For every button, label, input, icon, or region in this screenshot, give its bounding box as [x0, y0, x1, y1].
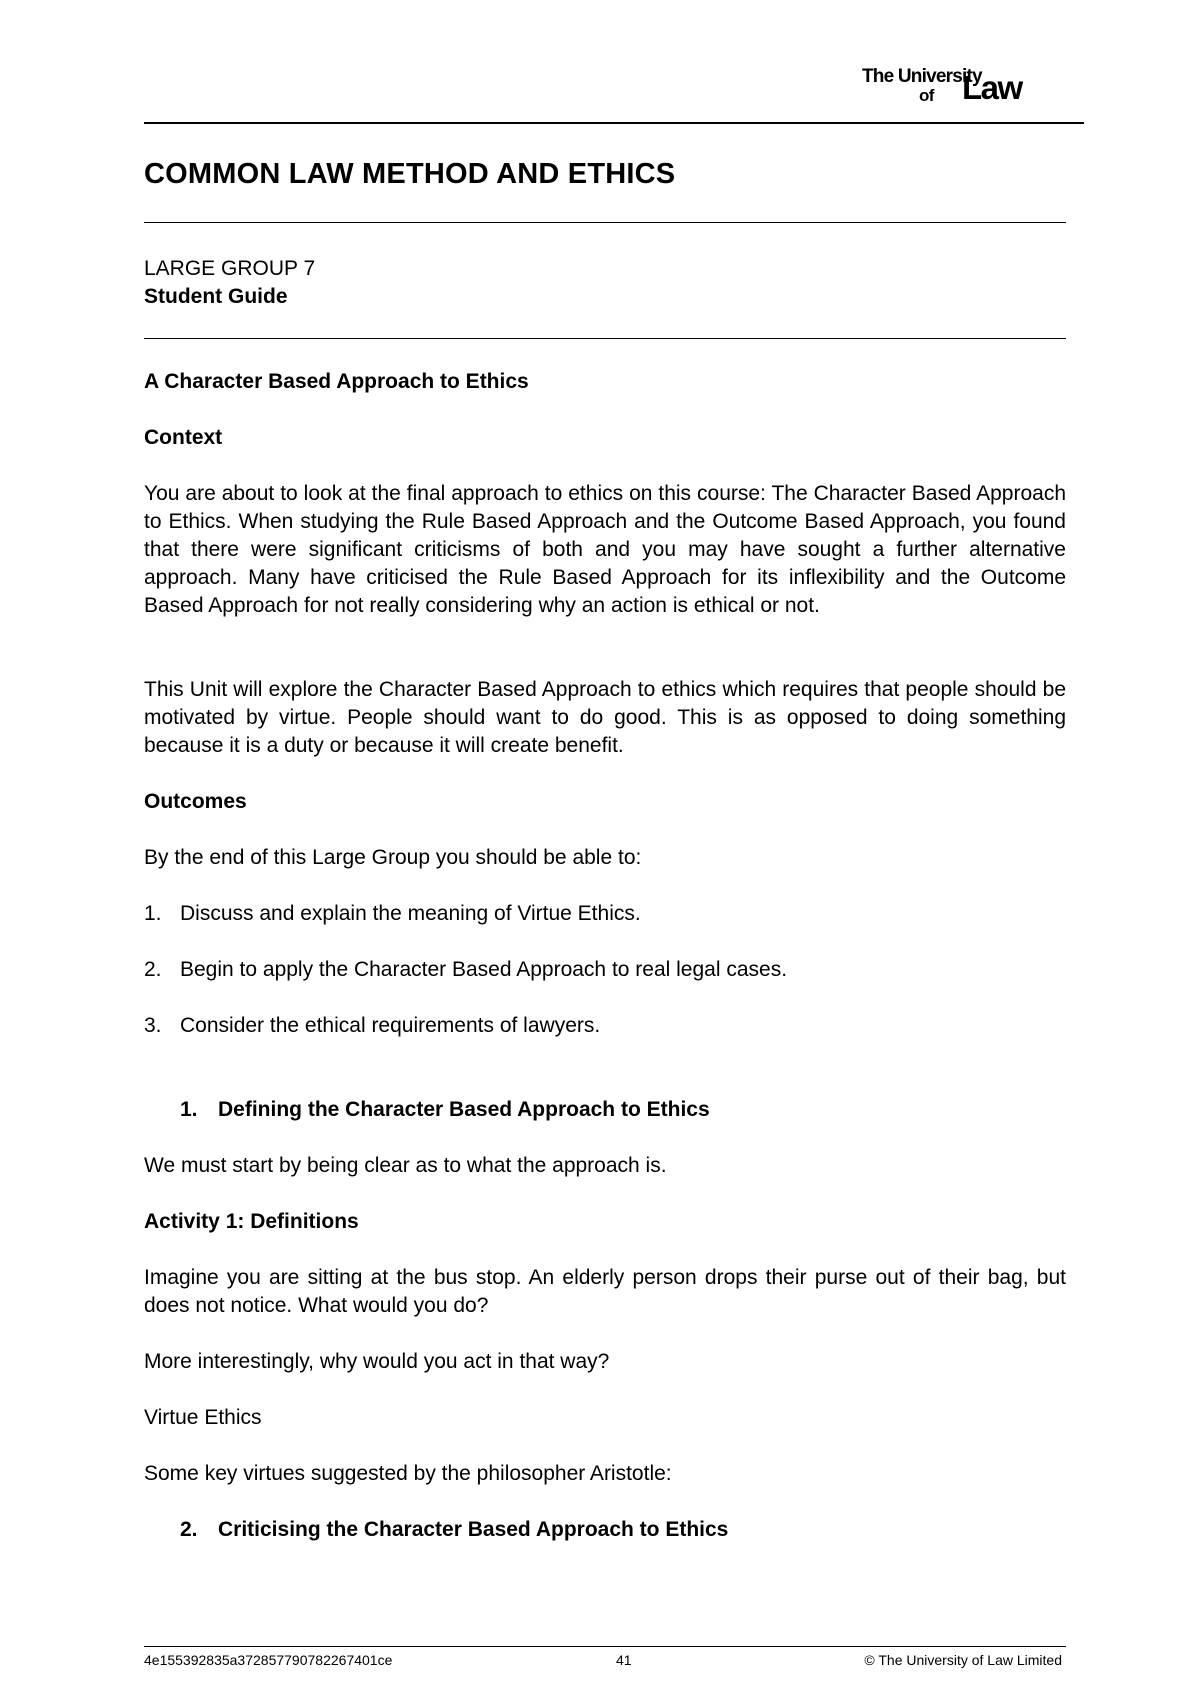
group-label: LARGE GROUP 7 — [144, 257, 316, 280]
subheader-divider — [144, 338, 1066, 339]
title-divider — [144, 222, 1066, 223]
activity-1-paragraph-1-block — [144, 1264, 1066, 1320]
outcome-text: Discuss and explain the meaning of Virtue Ethics. — [180, 902, 641, 925]
section-1-paragraph: We must start by being clear as to what the approach is. — [144, 1154, 667, 1177]
footer-rule — [144, 1646, 1066, 1647]
section-1-title: Defining the Character Based Approach to Ethics — [218, 1098, 710, 1121]
activity-1-paragraph-3: Virtue Ethics — [144, 1406, 262, 1429]
section-title-block — [144, 368, 1066, 396]
section-1-heading — [180, 1096, 710, 1124]
footer-copyright: © The University of Law Limited — [864, 1652, 1062, 1668]
logo-line-3: Law — [962, 69, 1022, 106]
activity-1-heading: Activity 1: Definitions — [144, 1210, 359, 1233]
outcome-text: Begin to apply the Character Based Approach to real legal cases. — [180, 958, 788, 981]
activity-1-heading-block — [144, 1208, 1066, 1236]
activity-1-paragraph-2-block — [144, 1348, 1066, 1376]
header-rule — [144, 122, 1084, 124]
activity-1-paragraph-3-block — [144, 1404, 1066, 1432]
footer-page-number: 41 — [616, 1652, 632, 1668]
outcome-text: Consider the ethical requirements of lawyers. — [180, 1014, 601, 1037]
outcomes-heading-block — [144, 788, 1066, 816]
activity-1-paragraph-1: Imagine you are sitting at the bus stop. An elderly person drops their purse out of their bag, but does not notice. What would you do? — [144, 1266, 1066, 1317]
section-2-number: 2. — [180, 1518, 198, 1541]
outcome-item — [144, 900, 641, 928]
section-1-paragraph-block — [144, 1152, 1066, 1180]
activity-1-paragraph-4-block — [144, 1460, 1066, 1488]
context-heading-block — [144, 424, 1066, 452]
context-heading: Context — [144, 426, 223, 449]
context-paragraph-1-block — [144, 480, 1066, 620]
outcome-number: 2. — [144, 958, 162, 981]
context-paragraph-2: This Unit will explore the Character Based Approach to ethics which requires that people should be motivated by virtue. People should want to do good. This is as opposed to doing something because it is a duty or because it will create benefit. — [144, 678, 1066, 757]
university-logo — [862, 66, 1072, 106]
logo-line-2: of — [919, 86, 934, 105]
section-title: A Character Based Approach to Ethics — [144, 370, 529, 393]
footer-document-id: 4e155392835a372857790782267401ce — [144, 1652, 393, 1668]
outcome-number: 3. — [144, 1014, 162, 1037]
guide-label: Student Guide — [144, 285, 288, 308]
outcome-number: 1. — [144, 902, 162, 925]
outcomes-intro: By the end of this Large Group you should be able to: — [144, 846, 642, 869]
activity-1-paragraph-2: More interestingly, why would you act in that way? — [144, 1350, 610, 1373]
outcomes-heading: Outcomes — [144, 790, 247, 813]
activity-1-paragraph-4: Some key virtues suggested by the philosopher Aristotle: — [144, 1462, 672, 1485]
context-paragraph-2-block — [144, 676, 1066, 760]
section-1-number: 1. — [180, 1098, 198, 1121]
logo-line-1: The University — [862, 66, 982, 87]
section-2-heading — [180, 1516, 728, 1544]
context-paragraph-1: You are about to look at the final approach to ethics on this course: The Character Based Approach to Ethics. When studying the Rule Based Approach and the Outcome Based Approach, you found that there were significant criticisms of both and you may have sought a further alternative approach. Many have criticised the Rule Based Approach for its inflexibility and the Outcome Based Approach for not really considering why an action is ethical or not. — [144, 482, 1066, 617]
subheader — [144, 255, 315, 311]
outcome-item — [144, 1012, 600, 1040]
outcomes-intro-block — [144, 844, 1066, 872]
document-title: COMMON LAW METHOD AND ETHICS — [144, 158, 676, 190]
section-2-title: Criticising the Character Based Approach to Ethics — [218, 1518, 729, 1541]
outcome-item — [144, 956, 787, 984]
